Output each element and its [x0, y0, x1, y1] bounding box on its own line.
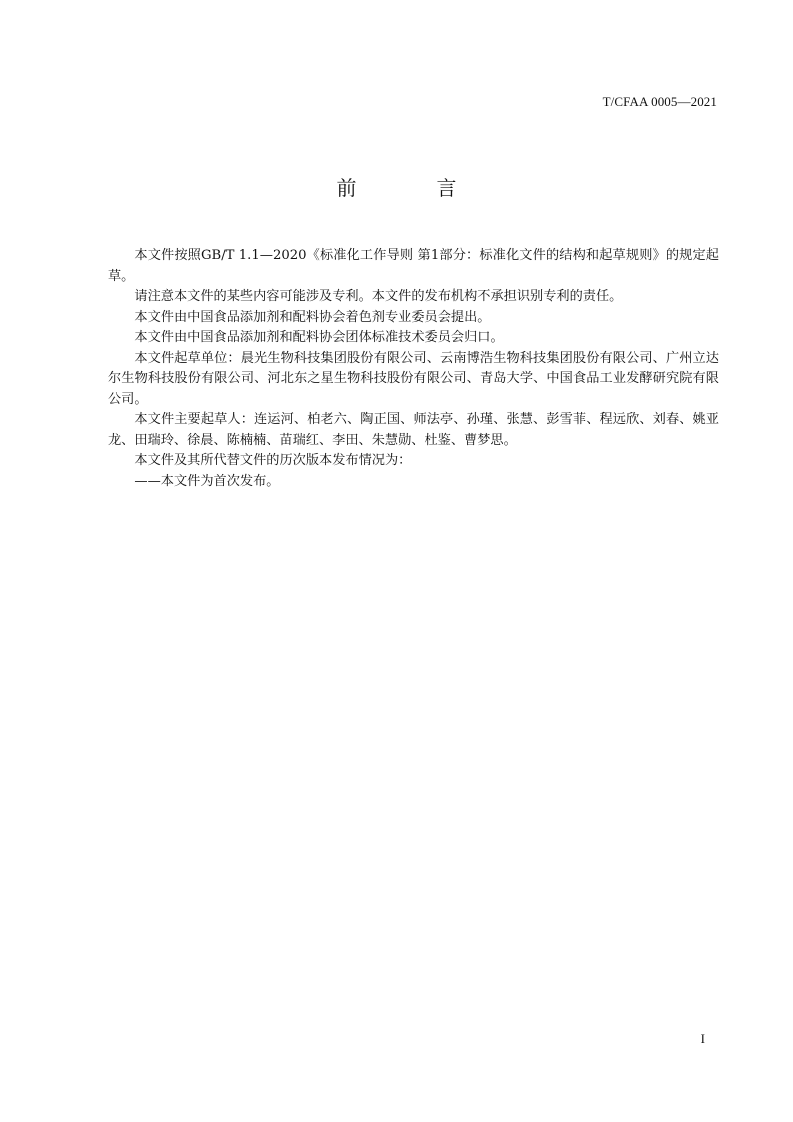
page-number: I — [700, 1031, 705, 1046]
paragraph-main-drafters: 本文件主要起草人：连运河、柏老六、陶正国、师法亭、孙瑾、张慧、彭雪菲、程远欣、刘春、姚亚龙、田瑞玲、徐晨、陈楠楠、苗瑞红、李田、朱慧勋、杜鉴、曹梦思。 — [108, 412, 719, 448]
paragraph-centralized-by: 本文件由中国食品添加剂和配料协会团体标准技术委员会归口。 — [134, 330, 504, 345]
paragraph-version-history: 本文件及其所代替文件的历次版本发布情况为： — [134, 453, 412, 468]
paragraph-patent-notice: 请注意本文件的某些内容可能涉及专利。本文件的发布机构不承担识别专利的责任。 — [134, 289, 623, 304]
paragraph-first-release: ——本文件为首次发布。 — [134, 473, 280, 489]
foreword-body — [108, 246, 719, 492]
paragraph-drafting-rules: 本文件按照GB/T 1.1—2020《标准化工作导则 第1部分：标准化文件的结构和起草规则》的规定起草。 — [108, 248, 719, 284]
page-title: 前 言 — [336, 176, 487, 200]
paragraph-proposed-by: 本文件由中国食品添加剂和配料协会着色剂专业委员会提出。 — [134, 309, 491, 325]
standard-code: T/CFAA 0005—2021 — [602, 94, 717, 109]
paragraph-drafting-units: 本文件起草单位：晨光生物科技集团股份有限公司、云南博浩生物科技集团股份有限公司、广州立达尔生物科技股份有限公司、河北东之星生物科技股份有限公司、青岛大学、中国食品工业发酵研究院有限公司。 — [108, 350, 719, 407]
